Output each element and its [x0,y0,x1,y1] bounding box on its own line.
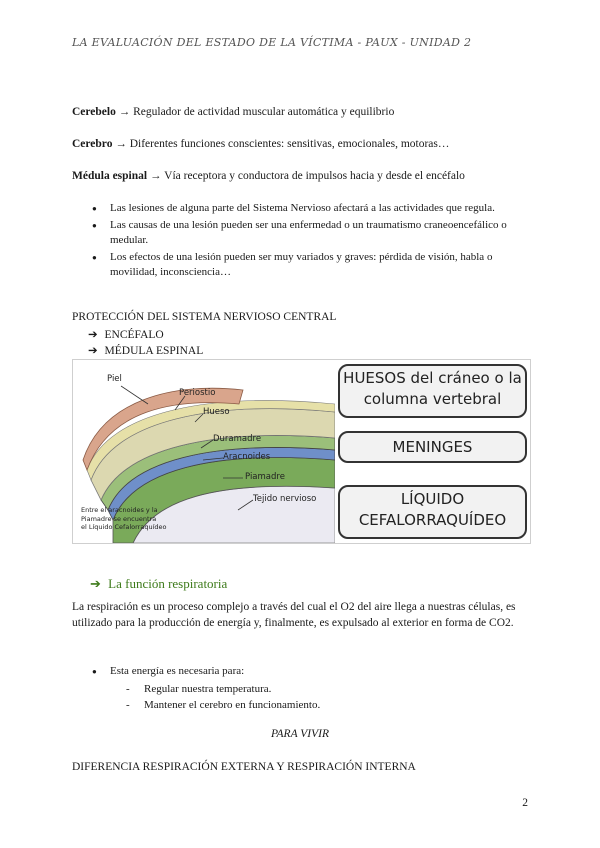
label-periostio: Periostio [179,388,216,398]
list-item: ● Los efectos de una lesión pueden ser muy variados y graves: pérdida de visión, habla o movilidad, inconsciencia… [78,250,518,281]
arrow: → [149,170,162,182]
definition-medula [72,168,532,184]
box-line: CEFALORRAQUÍDEO [358,511,507,529]
definition-text: Vía receptora y conductora de impulsos hacia y desde el encéfalo [164,170,465,182]
respiration-paragraph: La respiración es un proceso complejo a través del cual el O2 del aire llega a nuestras células, es utilizado para la producción de energía y, finalmente, es expulsado al exterior en forma de CO2. [72,601,516,629]
label-piamadre: Piamadre [245,472,285,482]
arrow-icon: ➔ [90,576,101,591]
energy-bullet [78,664,518,680]
page-number: 2 [522,797,528,809]
box-line: columna vertebral [363,390,502,408]
item-label: MÉDULA ESPINAL [104,345,204,357]
box-huesos [338,364,527,418]
protection-item-encefalo [88,327,164,343]
box-line: HUESOS del cráneo o la [343,369,522,387]
box-line: LÍQUIDO [400,490,465,508]
definition-cerebelo [72,104,532,120]
note-line: Entre el aracnoides y la [81,506,158,514]
list-item: ● Las lesiones de alguna parte del Sistema Nervioso afectará a las actividades que regula. [78,201,518,217]
label-piel: Piel [107,374,122,384]
difference-title: DIFERENCIA RESPIRACIÓN EXTERNA Y RESPIRACIÓN INTERNA [72,761,416,773]
pointer-piel [121,386,148,404]
label-aracnoides: Aracnoides [223,452,271,462]
section-title-text: La función respiratoria [108,576,228,591]
term: Cerebelo [72,106,116,118]
sub-item: - Mantener el cerebro en funcionamiento. [126,697,320,713]
arrow: → [115,138,127,150]
list-item: ● Las causas de una lesión pueden ser una enfermedad o un traumatismo craneoencefálico o medular. [78,218,518,249]
label-tejido: Tejido nervioso [253,494,317,504]
meninges-figure [72,359,531,544]
bullet-list [78,201,518,281]
arrow-icon: ➔ [88,345,98,357]
note-line: Piamadre se encuentra [81,514,157,523]
box-meninges [338,431,527,463]
definition-text: Diferentes funciones conscientes: sensitivas, emocionales, motoras… [129,138,450,150]
box-line: MENINGES [392,438,473,456]
para-vivir: PARA VIVIR [270,728,330,740]
sub-item: - Regular nuestra temperatura. [126,681,320,697]
definition-cerebro [72,136,532,152]
arrow-icon: ➔ [88,329,98,341]
list-item: ● Esta energía es necesaria para: [78,664,518,680]
arrow: → [118,106,131,118]
protection-item-medula [88,343,203,359]
term: Cerebro [72,138,113,150]
protection-title: PROTECCIÓN DEL SISTEMA NERVIOSO CENTRAL [72,311,337,323]
page-header: LA EVALUACIÓN DEL ESTADO DE LA VÍCTIMA - PAUX - UNIDAD 2 [72,36,472,49]
energy-sublist [126,681,320,713]
note-line: el Líquido Cefalorraquídeo [81,523,167,531]
csf-note [81,506,166,532]
section-title-respiratoria [90,576,227,592]
box-liquido [338,485,527,539]
item-label: ENCÉFALO [104,329,164,341]
label-duramadre: Duramadre [213,434,262,444]
term: Médula espinal [72,170,148,182]
label-hueso: Hueso [203,407,230,417]
definition-text: Regulador de actividad muscular automática y equilibrio [133,106,395,118]
